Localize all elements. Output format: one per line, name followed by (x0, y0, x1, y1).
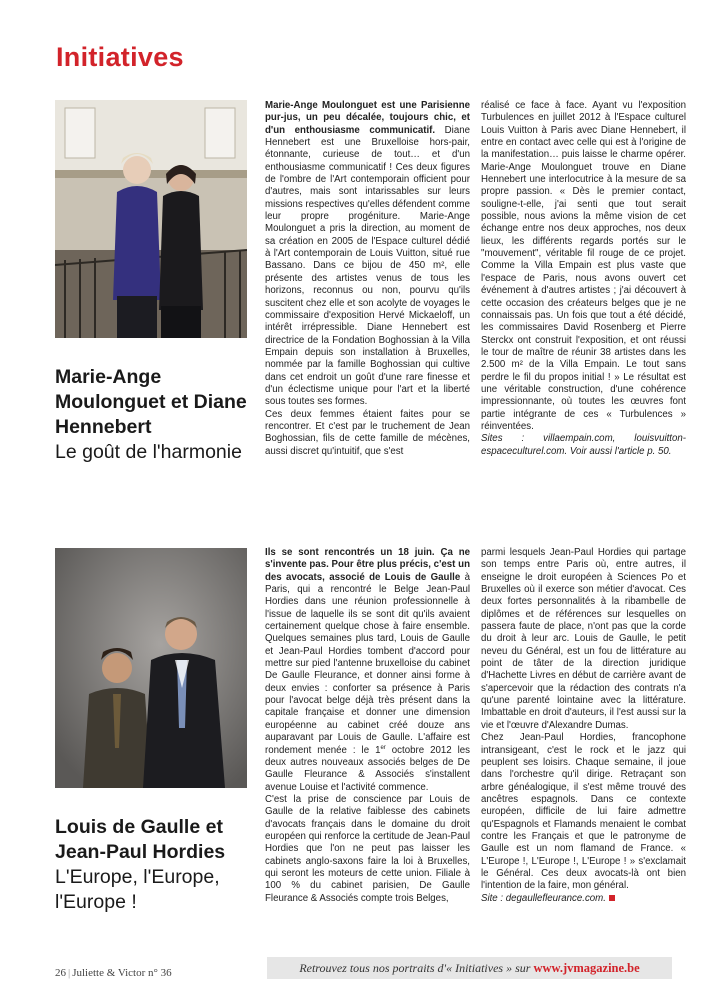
article2-sites-text: Site : degaullefleurance.com. (481, 892, 606, 904)
article2-body-a: à Paris, qui a rencontré le Belge Jean-Paul Hordies dans une réunion professionnelle à l'issue de laquelle ils se sont dit qu'ils avaient certainement quelque chose à faire ensemble. Quelques semaines plus tard, Louis de Gaulle et Jean-Paul Hordies tombent d'accord pour mettre sur pied l'antenne bruxelloise du cabinet De Gaulle Fleurance, et donner ainsi forme à deux envies : conforter sa présence à Paris pour l'avocat belge déjà très présent dans la capitale française et donner une dimension européenne au cabinet créé douze ans auparavant par Louis de Gaulle. L'affaire est rondement menée : le 1 (265, 571, 470, 756)
footer-banner (267, 957, 672, 979)
article1-sites: Sites : villaempain.com, louisvuitton-espaceculturel.com. Voir aussi l'article p. 50. (481, 433, 686, 457)
article2-headline (55, 815, 260, 915)
article1-subhead: Le goût de l'harmonie (55, 441, 242, 463)
article1-body: Diane Hennebert est une Bruxelloise hors-pair, étonnante, curieuse de tout… et d'un enthousiasme communicatif ! Ces deux figures de l'ombre de l'Art contemporain officient pour d'autres, mais sont intarissables sur leurs missions respectives qu'elles défendent comme leur propre progéniture. Marie-Ange Moulonguet a pris la direction, au moment de sa création en 2005 de l'Espace culturel dédié à l'Art contemporain de Louis Vuitton, situé rue Bassano. Dans ce bijou de 450 m², elle présente des artistes venus de tous les horizons, reconnus ou non, pourvu qu'ils suscitent chez elle et son acolyte de voyages le commissaire d'exposition Hervé Mickaeloff, un intérêt irrépressible. Diane Hennebert est directrice de la Fondation Boghossian à la Villa Empain depuis son installation à Bruxelles, nommée par la famille Boghossian qui cultive dans cet endroit un goût d'une rare finesse et d'un éclectisme unique pour l'art et la liberté sous toutes ses formes. (265, 124, 470, 408)
article1-lead: Marie-Ange Moulonguet est une Parisienne pur-jus, un peu décalée, toujours chic, et d'un enthousiasme communicatif. (265, 100, 470, 136)
photo-illustration (55, 100, 247, 338)
page-number: 26 (55, 967, 66, 979)
article2-paragraph-3: parmi lesquels Jean-Paul Hordies qui partage son temps entre Paris où, entre autres, il enseigne le droit européen à Sciences Po et Bruxelles où il exerce son métier d'avocat. Ces deux fortes personnalités à la ribambelle de diplômes et de références sur lesquelles on passera faute de place, n'ont pas que la corde du droit à leur arc. Louis de Gaulle, le petit neveu du Général, est un fou de littérature au point de tâter de la direction juridique d'Hachette Livres en début de carrière avant de s'apercevoir que la rédaction des contrats n'a qu'une parenté lointaine avec la littérature. Imbattable en droit d'auteurs, il l'est aussi sur la vie et l'œuvre d'Alexandre Dumas. (481, 547, 686, 731)
article1-column-2 (481, 100, 686, 458)
article1-paragraph-2: Ces deux femmes étaient faites pour se rencontrer. Et c'est par le truchement de Jean Boghossian, fils de cette famille de mécènes, aussi discret qu'intuitif, que s'est (265, 408, 470, 457)
section-title: Initiatives (56, 42, 184, 72)
page-footer (55, 967, 172, 979)
article2-paragraph (265, 547, 470, 794)
article2-paragraph-4: Chez Jean-Paul Hordies, francophone intransigeant, c'est le rock et le jazz qui peuplent ses loisirs. Chaque semaine, il joue dans l'orchestre qu'il dirige. Retraçant son arbre généalogique, il s'est même trouvé des ancêtres espagnols. Dans ce contexte européen, difficile de lui faire admettre qu'Espagnols et Flamands menaient le combat contre les Français et que le patronyme de Gaulle est un nom flamand de France. « L'Europe !, L'Europe !, L'Europe ! » s'exclamait le Général. Ces deux avocats-là ont bien l'intention de la faire, mon général. (481, 732, 686, 892)
ordinal-suffix: er (380, 744, 386, 751)
footer-banner-link[interactable]: www.jvmagazine.be (533, 961, 640, 975)
article1-title: Marie-Ange Moulonguet et Diane Hennebert (55, 366, 247, 438)
article1-paragraph (265, 100, 470, 409)
article2-sites (481, 893, 686, 905)
article1-paragraph-3: réalisé ce face à face. Ayant vu l'exposition Turbulences en juillet 2012 à l'Espace culturel Louis Vuitton à Paris avec Diane Hennebert, il entre en contact avec celle qui est à l'origine de la manifestation… puis laisse le charme opérer. Marie-Ange Moulonguet trouve en Diane Hennebert une interlocutrice à la mesure de sa propre passion. « Dès le premier contact, souligne-t-elle, j'ai senti que tout serait possible, nous avions la même vision de cet échange entre nos deux approches, nos deux lieux, les différents regards portés sur le "mouvement", véritable fil rouge de ce projet. Comme la Villa Empain est plus vaste que l'espace de Paris, nous avons ouvert cet événement à d'autres artistes ; j'ai découvert à cette occasion des créateurs belges que je ne connaissais pas. Un fois que tout a été décidé, les commissaires David Rosenberg et Pierre Sterckx ont construit l'exposition, et ont réussi le tour de maître de réunir 38 artistes dans les 2.500 m² de la Villa Empain. Le tout sans perdre le fil du propos initial ! » Le résultat est une véritable construction, d'une cohérence impressionnante, où toutes les œuvres font partie intégrante de ces « Turbulences » réinventées. (481, 100, 686, 432)
footer-banner-text: Retrouvez tous nos portraits d'« Initiatives » sur (299, 961, 534, 975)
photo-illustration (55, 548, 247, 788)
article2-subhead: L'Europe, l'Europe, l'Europe ! (55, 866, 220, 913)
article2-title: Louis de Gaulle et Jean-Paul Hordies (55, 816, 226, 863)
end-of-article-square-icon (609, 895, 615, 901)
article2-lead: Ils se sont rencontrés un 18 juin. Ça ne s'invente pas. Pour être plus précis, c'est un des avocats, associé de Louis de Gaulle (265, 547, 470, 583)
article1-column-1 (265, 100, 470, 458)
article2-column-1 (265, 547, 470, 905)
article2-paragraph-2: C'est la prise de conscience par Louis de Gaulle de la relative faiblesse des cabinets d'avocats français dans le domaine du droit européen qui renforce la certitude de Jean-Paul Hordies que l'on ne peut pas laisser les cabinets anglo-saxons faire la loi à Bruxelles, qui seront les moteurs de cette union. Filiale à 100 % du cabinet parisien, De Gaulle Fleurance & Associés compte trois Belges, (265, 793, 470, 904)
article2-column-2 (481, 547, 686, 905)
article1-headline (55, 365, 260, 465)
magazine-issue: Juliette & Victor n° 36 (72, 967, 172, 979)
footer-separator: | (68, 967, 71, 979)
portrait-photo-de-gaulle-hordies (55, 548, 247, 788)
article2-body-b: octobre 2012 les deux autres nouveaux associés belges de De Gaulle Fleurance & Associés s'installent avenue Louise et l'activité commence. (265, 744, 470, 793)
portrait-photo-moulonguet-hennebert (55, 100, 247, 338)
